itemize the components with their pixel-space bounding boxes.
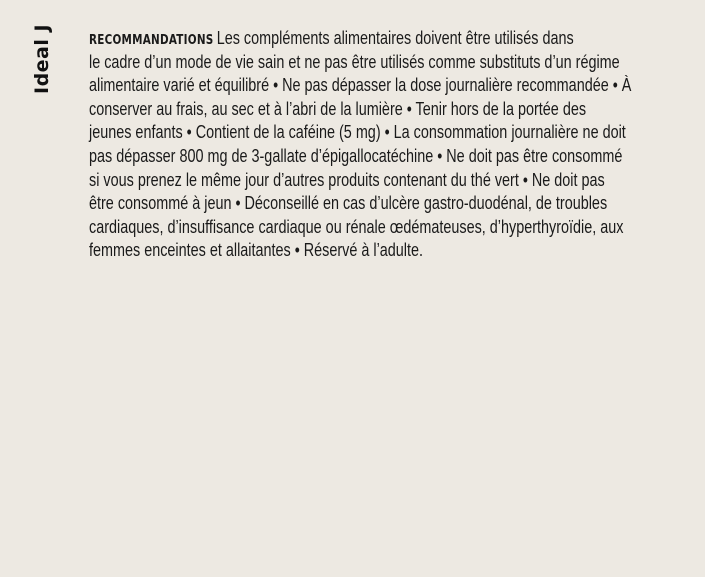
recommendations-line: jeunes enfants • Contient de la caféine (5 mg) • La consommation journalière ne doit — [89, 122, 626, 143]
recommendations-line: pas dépasser 800 mg de 3-gallate d’épigallocatéchine • Ne doit pas être consommé — [89, 145, 623, 166]
recommendations-line: alimentaire varié et équilibré • Ne pas dépasser la dose journalière recommandée • À — [89, 75, 632, 96]
recommendations-paragraph — [89, 27, 632, 263]
recommendations-line-text: Les compléments alimentaires doivent être utilisés dans — [216, 28, 574, 48]
recommendations-heading: RECOMMANDATIONS — [89, 33, 214, 48]
recommendations-line: si vous prenez le même jour d’autres produits contenant du thé vert • Ne doit pas — [89, 169, 605, 190]
recommendations-line: femmes enceintes et allaitantes • Réservé à l’adulte. — [89, 240, 424, 261]
recommendations-line: être consommé à jeun • Déconseillé en cas d’ulcère gastro-duodénal, de troubles — [89, 193, 608, 214]
recommendations-line — [89, 27, 574, 51]
recommendations-line: le cadre d’un mode de vie sain et ne pas être utilisés comme substituts d’un régime — [89, 51, 620, 72]
recommendations-line: conserver au frais, au sec et à l’abri de la lumière • Tenir hors de la portée des — [89, 98, 587, 119]
brand-name: Ideal J — [31, 23, 53, 94]
recommendations-line: cardiaques, d’insuffisance cardiaque ou rénale œdémateuses, d’hyperthyroïdie, aux — [89, 216, 624, 237]
